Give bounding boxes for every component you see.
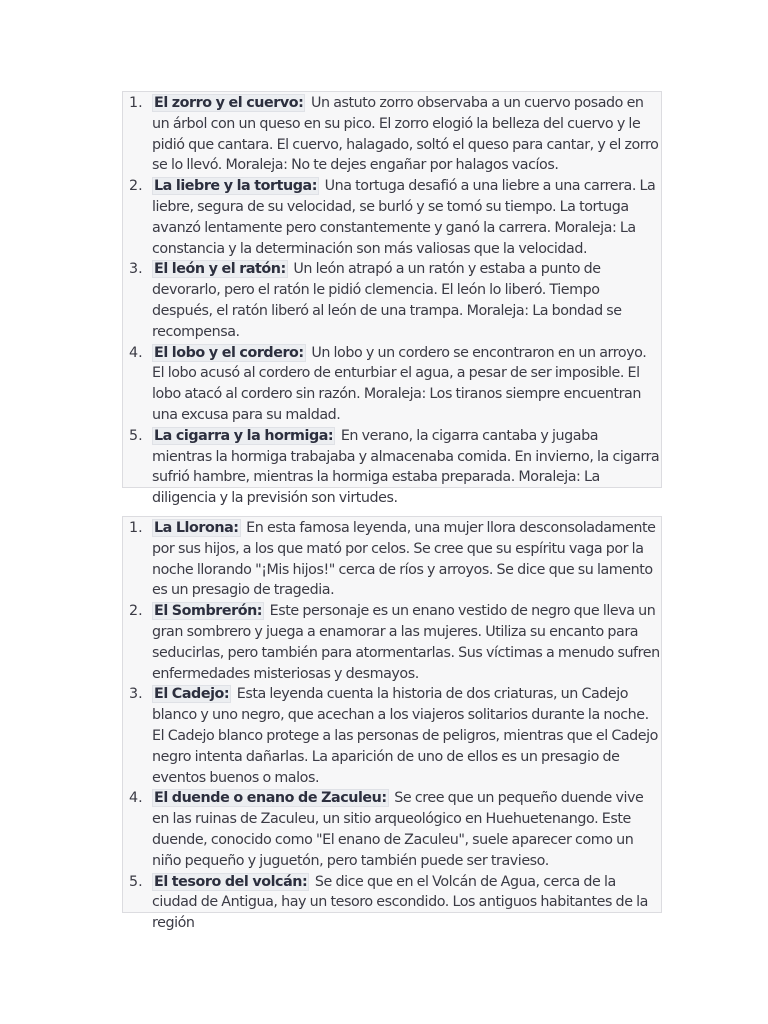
item-text: Se dice que en el Volcán de Agua, cerca de la ciudad de Antigua, hay un tesoro escondido. Los antiguos habitantes de la región xyxy=(152,873,648,932)
list-item xyxy=(123,343,661,426)
item-title: El Cadejo: xyxy=(154,686,230,703)
item-title: El duende o enano de Zaculeu: xyxy=(154,790,387,807)
item-title: El tesoro del volcán: xyxy=(154,873,308,890)
item-text: Una tortuga desafió a una liebre a una carrera. La liebre, segura de su velocidad, se burló y se tomó su tiempo. La tortuga avanzó lentamente pero constantemente y ganó la carrera. Moraleja: La constancia y la determinación son más valiosas que la velocidad. xyxy=(152,178,656,257)
item-number: 2. xyxy=(129,603,143,620)
list-item xyxy=(123,788,661,871)
fables-list xyxy=(123,92,661,509)
list-item xyxy=(123,872,661,934)
list-item xyxy=(123,93,661,176)
item-title: El león y el ratón: xyxy=(154,261,286,278)
legends-list xyxy=(123,517,661,934)
list-item xyxy=(123,426,661,509)
item-text: Este personaje es un enano vestido de negro que lleva un gran sombrero y juega a enamorar a las mujeres. Utiliza su encanto para seducirlas, pero también para atormentarlas. Sus víctimas a menudo sufren enfermedades misteriosas y desmayos. xyxy=(152,603,660,682)
item-text: Un astuto zorro observaba a un cuervo posado en un árbol con un queso en su pico. El zorro elogió la belleza del cuervo y le pidió que cantara. El cuervo, halagado, soltó el queso para cantar, y el zorro se lo llevó. Moraleja: No te dejes engañar por halagos vacíos. xyxy=(152,95,659,174)
list-item xyxy=(123,259,661,342)
fables-list-box xyxy=(122,91,662,507)
item-title: La liebre y la tortuga: xyxy=(154,178,317,195)
item-title: El lobo y el cordero: xyxy=(154,344,304,361)
list-item xyxy=(123,176,661,259)
item-number: 3. xyxy=(129,261,143,278)
legends-list-box xyxy=(122,516,662,932)
item-number: 4. xyxy=(129,790,143,807)
item-text: Esta leyenda cuenta la historia de dos criaturas, un Cadejo blanco y uno negro, que acechan a los viajeros solitarios durante la noche. El Cadejo blanco protege a las personas de peligros, mientras que el Cadejo negro intenta dañarlas. La aparición de uno de ellos es un presagio de eventos buenos o malos. xyxy=(152,686,658,786)
item-number: 1. xyxy=(129,95,143,111)
item-number: 1. xyxy=(129,520,143,536)
item-number: 3. xyxy=(129,686,143,703)
item-title: La cigarra y la hormiga: xyxy=(154,427,334,444)
item-number: 4. xyxy=(129,344,143,361)
list-item xyxy=(123,684,661,788)
item-text: Se cree que un pequeño duende vive en las ruinas de Zaculeu, un sitio arqueológico en Huehuetenango. Este duende, conocido como "El enano de Zaculeu", suele aparecer como un niño pequeño y juguetón, pero también puede ser travieso. xyxy=(152,790,644,869)
list-item xyxy=(123,601,661,684)
item-text: En esta famosa leyenda, una mujer llora desconsoladamente por sus hijos, a los que mató por celos. Se cree que su espíritu vaga por la noche llorando "¡Mis hijos!" cerca de ríos y arroyos. Se dice que su lamento es un presagio de tragedia. xyxy=(152,520,656,599)
list-item xyxy=(123,518,661,601)
item-title: La Llorona: xyxy=(154,520,239,536)
item-number: 2. xyxy=(129,178,143,195)
item-title: El Sombrerón: xyxy=(154,603,263,620)
item-number: 5. xyxy=(129,427,143,444)
item-text: Un lobo y un cordero se encontraron en un arroyo. El lobo acusó al cordero de enturbiar el agua, a pesar de ser imposible. El lobo atacó al cordero sin razón. Moraleja: Los tiranos siempre encuentran una excusa para su maldad. xyxy=(152,344,647,423)
item-title: El zorro y el cuervo: xyxy=(154,95,304,111)
item-text: En verano, la cigarra cantaba y jugaba mientras la hormiga trabajaba y almacenaba comida. En invierno, la cigarra sufrió hambre, mientras la hormiga estaba preparada. Moraleja: La diligencia y la previsión son virtudes. xyxy=(152,427,660,507)
item-text: Un león atrapó a un ratón y estaba a punto de devorarlo, pero el ratón le pidió clemencia. El león lo liberó. Tiempo después, el ratón liberó al león de una trampa. Moraleja: La bondad se recompensa. xyxy=(152,261,622,340)
item-number: 5. xyxy=(129,873,143,890)
